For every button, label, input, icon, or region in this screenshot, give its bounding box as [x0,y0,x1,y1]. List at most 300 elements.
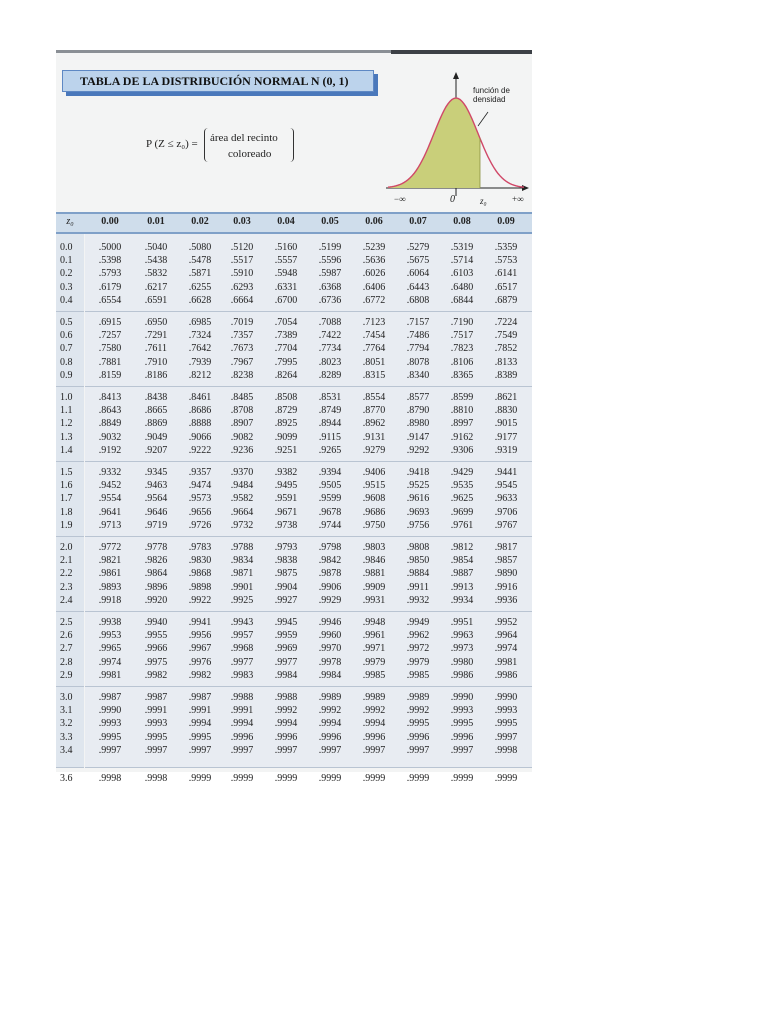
table-cell: .8577 [406,392,430,403]
table-cell: .7642 [188,343,212,355]
table-cell: .8106 [450,356,474,368]
table-cell: .8289 [318,369,342,381]
table-cell: .6628 [188,294,212,306]
row-z-value: 0.5 [60,317,73,328]
table-cell: .7517 [450,330,474,342]
table-cell: .9997 [144,744,168,756]
table-cell: .7673 [230,343,254,355]
table-cell: .5517 [230,255,254,267]
table-cell: .9999 [274,773,298,784]
table-cell: .9131 [362,431,386,443]
table-cell: .9998 [144,773,168,784]
table-cell: .9890 [494,568,518,580]
table-cell: .9971 [362,643,386,655]
chart-label [473,86,533,104]
table-cell: .9850 [406,555,430,567]
table-cell: .9987 [188,692,212,703]
table-cell: .9986 [494,669,518,681]
table-cell: .9964 [494,630,518,642]
scanned-page [56,50,532,784]
row-z-value: 1.4 [60,444,73,456]
row-z-value: 0.3 [60,281,73,293]
table-cell: .9992 [406,705,430,717]
group-separator [85,386,532,387]
row-z-value: 0.6 [60,330,73,342]
table-cell: .8708 [230,405,254,417]
z-group-separator [56,311,84,312]
table-cell: .5000 [98,242,122,253]
table-cell: .9982 [144,669,168,681]
table-cell: .9452 [98,480,122,492]
table-cell: .8907 [230,418,254,430]
table-cell: .9678 [318,506,342,518]
table-cell: .9207 [144,444,168,456]
table-cell: .9974 [494,643,518,655]
table-cell: .9222 [188,444,212,456]
table-cell: .9830 [188,555,212,567]
table-cell: .5160 [274,242,298,253]
table-cell: .9996 [274,731,298,743]
table-cell: .5987 [318,268,342,280]
group-separator [85,767,532,768]
table-cell: .9927 [274,594,298,606]
table-cell: .5040 [144,242,168,253]
table-cell: .8389 [494,369,518,381]
table-cell: .5080 [188,242,212,253]
table-cell: .9994 [188,718,212,730]
column-header: 0.03 [233,216,251,227]
chart-label-line-2: densidad [473,95,506,104]
table-cell: .9975 [144,656,168,668]
table-cell: .9973 [450,643,474,655]
table-cell: .9625 [450,493,474,505]
table-cell: .9838 [274,555,298,567]
table-cell: .8159 [98,369,122,381]
table-cell: .9082 [230,431,254,443]
table-cell: .9991 [188,705,212,717]
table-cell: .9956 [188,630,212,642]
table-cell: .7967 [230,356,254,368]
table-cell: .9959 [274,630,298,642]
table-cell: .9370 [230,467,254,478]
table-cell: .9936 [494,594,518,606]
table-cell: .9946 [318,617,342,628]
table-cell: .9699 [450,506,474,518]
table-cell: .9357 [188,467,212,478]
table-cell: .8461 [188,392,212,403]
tick-z0: z₀ [480,196,487,206]
table-cell: .8980 [406,418,430,430]
table-cell: .9693 [406,506,430,518]
table-cell: .8186 [144,369,168,381]
table-cell: .9987 [98,692,122,703]
table-cell: .9925 [230,594,254,606]
table-cell: .9991 [144,705,168,717]
table-cell: .7422 [318,330,342,342]
table-cell: .8485 [230,392,254,403]
table-cell: .9981 [98,669,122,681]
table-cell: .9993 [98,718,122,730]
table-cell: .9871 [230,568,254,580]
table-cell: .9960 [318,630,342,642]
table-cell: .9788 [230,542,254,553]
table-cell: .7019 [230,317,254,328]
group-separator [85,536,532,537]
table-cell: .7088 [318,317,342,328]
table-cell: .9984 [318,669,342,681]
table-cell: .9868 [188,568,212,580]
table-cell: .6331 [274,281,298,293]
table-cell: .9993 [450,705,474,717]
table-cell: .9988 [230,692,254,703]
table-cell: .6591 [144,294,168,306]
table-cell: .7611 [144,343,168,355]
table-cell: .9049 [144,431,168,443]
row-z-value: 1.2 [60,418,73,430]
table-cell: .9177 [494,431,518,443]
table-cell: .9920 [144,594,168,606]
x-axis-arrow [522,185,529,191]
table-cell: .9881 [362,568,386,580]
table-cell: .9985 [406,669,430,681]
table-cell: .9641 [98,506,122,518]
table-cell: .9671 [274,506,298,518]
table-cell: .9916 [494,581,518,593]
tick-plus-infinity: +∞ [512,194,524,204]
table-cell: .9990 [450,692,474,703]
row-z-value: 0.2 [60,268,73,280]
table-cell: .8888 [188,418,212,430]
table-cell: .7291 [144,330,168,342]
table-cell: .9706 [494,506,518,518]
column-header: 0.07 [409,216,427,227]
table-cell: .8413 [98,392,122,403]
table-cell: .6700 [274,294,298,306]
table-cell: .9980 [450,656,474,668]
table-cell: .9995 [144,731,168,743]
table-cell: .9505 [318,480,342,492]
table-cell: .9934 [450,594,474,606]
table-cell: .6554 [98,294,122,306]
table-cell: .9918 [98,594,122,606]
table-cell: .9957 [230,630,254,642]
table-cell: .8554 [362,392,386,403]
table-cell: .9943 [230,617,254,628]
row-z-value: 0.9 [60,369,73,381]
table-cell: .8869 [144,418,168,430]
table-cell: .9974 [98,656,122,668]
row-z-value: 2.4 [60,594,73,606]
table-cell: .7357 [230,330,254,342]
row-z-value: 3.6 [60,773,73,784]
table-cell: .7881 [98,356,122,368]
table-cell: .9989 [406,692,430,703]
table-cell: .9147 [406,431,430,443]
table-cell: .9854 [450,555,474,567]
table-cell: .9994 [274,718,298,730]
table-cell: .9913 [450,581,474,593]
column-header: 0.04 [277,216,295,227]
table-cell: .9961 [362,630,386,642]
table-cell: .9940 [144,617,168,628]
table-cell: .9985 [362,669,386,681]
table-cell: .9999 [406,773,430,784]
table-cell: .7389 [274,330,298,342]
table-cell: .6772 [362,294,386,306]
row-z-value: 0.8 [60,356,73,368]
table-cell: .9884 [406,568,430,580]
table-cell: .9997 [188,744,212,756]
table-cell: .8315 [362,369,386,381]
table-cell: .9994 [318,718,342,730]
table-cell: .9987 [144,692,168,703]
z-group-separator [56,767,84,768]
table-cell: .9969 [274,643,298,655]
tick-minus-infinity: −∞ [394,194,406,204]
table-cell: .5279 [406,242,430,253]
table-cell: .9279 [362,444,386,456]
table-cell: .8023 [318,356,342,368]
table-cell: .7157 [406,317,430,328]
table-cell: .9332 [98,467,122,478]
label-leader-line [478,112,488,126]
table-cell: .9984 [274,669,298,681]
chart-label-line-1: función de [473,86,510,95]
table-cell: .9951 [450,617,474,628]
table-cell: .8749 [318,405,342,417]
table-cell: .9989 [318,692,342,703]
table-cell: .5753 [494,255,518,267]
table-cell: .5557 [274,255,298,267]
table-cell: .9968 [230,643,254,655]
table-cell: .9803 [362,542,386,553]
table-cell: .9236 [230,444,254,456]
table-cell: .9616 [406,493,430,505]
table-cell: .5832 [144,268,168,280]
table-cell: .9441 [494,467,518,478]
y-axis-arrow [453,72,459,79]
table-cell: .5199 [318,242,342,253]
table-cell: .8051 [362,356,386,368]
table-cell: .8531 [318,392,342,403]
table-cell: .9573 [188,493,212,505]
row-z-value: 0.0 [60,242,73,253]
table-cell: .8686 [188,405,212,417]
table-cell: .9756 [406,519,430,531]
table-cell: .8830 [494,405,518,417]
table-cell: .9997 [362,744,386,756]
table-cell: .9429 [450,467,474,478]
table-cell: .9382 [274,467,298,478]
table-cell: .5714 [450,255,474,267]
table-cell: .9941 [188,617,212,628]
z-group-separator [56,611,84,612]
table-cell: .9826 [144,555,168,567]
table-cell: .9949 [406,617,430,628]
table-cell: .9738 [274,519,298,531]
table-cell: .7123 [362,317,386,328]
table-cell: .8810 [450,405,474,417]
table-cell: .9977 [230,656,254,668]
table-cell: .9394 [318,467,342,478]
table-cell: .7224 [494,317,518,328]
table-cell: .9783 [188,542,212,553]
table-cell: .9948 [362,617,386,628]
table-cell: .9992 [362,705,386,717]
table-cell: .9966 [144,643,168,655]
shaded-area [388,98,480,188]
table-cell: .6406 [362,281,386,293]
table-cell: .9535 [450,480,474,492]
table-cell: .8340 [406,369,430,381]
table-cell: .9545 [494,480,518,492]
table-cell: .6879 [494,294,518,306]
table-cell: .9878 [318,568,342,580]
row-z-value: 1.0 [60,392,73,403]
table-cell: .5793 [98,268,122,280]
table-cell: .9726 [188,519,212,531]
table-cell: .9418 [406,467,430,478]
table-cell: .9994 [362,718,386,730]
table-cell: .9962 [406,630,430,642]
column-header: 0.05 [321,216,339,227]
table-cell: .8438 [144,392,168,403]
table-cell: .9861 [98,568,122,580]
table-cell: .6255 [188,281,212,293]
table-cell: .9474 [188,480,212,492]
table-cell: .5948 [274,268,298,280]
table-cell: .9995 [450,718,474,730]
table-cell: .9997 [274,744,298,756]
row-z-value: 3.1 [60,705,73,717]
table-cell: .7324 [188,330,212,342]
table-cell: .9995 [188,731,212,743]
table-cell: .8264 [274,369,298,381]
table-cell: .8997 [450,418,474,430]
table-cell: .9821 [98,555,122,567]
table-cell: .9997 [230,744,254,756]
table-cell: .6026 [362,268,386,280]
row-z-value: 2.3 [60,581,73,593]
table-cell: .9911 [406,581,430,593]
table-cell: .6985 [188,317,212,328]
table-cell: .6368 [318,281,342,293]
table-cell: .9983 [230,669,254,681]
table-cell: .9857 [494,555,518,567]
table-cell: .9979 [362,656,386,668]
table-cell: .6103 [450,268,474,280]
table-cell: .5319 [450,242,474,253]
table-cell: .9989 [362,692,386,703]
table-cell: .9875 [274,568,298,580]
row-z-value: 3.0 [60,692,73,703]
table-cell: .9963 [450,630,474,642]
tick-zero: 0 [450,194,455,205]
table-cell: .9922 [188,594,212,606]
row-z-value: 2.6 [60,630,73,642]
table-cell: .9345 [144,467,168,478]
table-cell: .6808 [406,294,430,306]
table-cell: .9842 [318,555,342,567]
table-cell: .9846 [362,555,386,567]
row-z-value: 1.6 [60,480,73,492]
table-cell: .9999 [230,773,254,784]
table-cell: .9955 [144,630,168,642]
table-cell: .9554 [98,493,122,505]
row-z-value: 2.7 [60,643,73,655]
table-cell: .9798 [318,542,342,553]
table-cell: .9931 [362,594,386,606]
row-z-value: 0.4 [60,294,73,306]
row-z-value: 3.2 [60,718,73,730]
table-cell: .9965 [98,643,122,655]
table-cell: .5871 [188,268,212,280]
table-cell: .9972 [406,643,430,655]
table-cell: .9582 [230,493,254,505]
table-cell: .6664 [230,294,254,306]
table-cell: .7823 [450,343,474,355]
table-cell: .9986 [450,669,474,681]
table-cell: .8849 [98,418,122,430]
table-cell: .5675 [406,255,430,267]
table-cell: .9713 [98,519,122,531]
table-cell: .9997 [406,744,430,756]
formula-line-1: área del recinto [210,132,278,144]
column-header: 0.01 [147,216,165,227]
table-cell: .9525 [406,480,430,492]
table-cell: .9992 [274,705,298,717]
table-cell: .9991 [230,705,254,717]
z-group-separator [56,386,84,387]
table-cell: .7454 [362,330,386,342]
table-cell: .9990 [98,705,122,717]
table-cell: .8925 [274,418,298,430]
column-header: 0.00 [101,216,119,227]
table-cell: .9988 [274,692,298,703]
table-cell: .9893 [98,581,122,593]
table-cell: .9997 [450,744,474,756]
table-cell: .9995 [494,718,518,730]
table-cell: .6179 [98,281,122,293]
row-z-value: 2.9 [60,669,73,681]
table-cell: .5398 [98,255,122,267]
table-cell: .9997 [318,744,342,756]
table-cell: .9633 [494,493,518,505]
table-cell: .5636 [362,255,386,267]
row-z-value: 0.1 [60,255,73,267]
table-cell: .9599 [318,493,342,505]
table-cell: .9997 [494,731,518,743]
table-cell: .9251 [274,444,298,456]
page-top-rule-dark [391,50,532,54]
table-cell: .9938 [98,617,122,628]
table-cell: .9995 [406,718,430,730]
table-cell: .9778 [144,542,168,553]
table-cell: .9929 [318,594,342,606]
table-cell: .9750 [362,519,386,531]
row-z-value: 3.4 [60,744,73,756]
row-z-value: 2.8 [60,656,73,668]
table-cell: .6950 [144,317,168,328]
table-cell: .7852 [494,343,518,355]
table-cell: .7257 [98,330,122,342]
table-cell: .9978 [318,656,342,668]
table-cell: .9812 [450,542,474,553]
z-group-separator [56,461,84,462]
table-cell: .9906 [318,581,342,593]
table-cell: .9898 [188,581,212,593]
table-cell: .9981 [494,656,518,668]
